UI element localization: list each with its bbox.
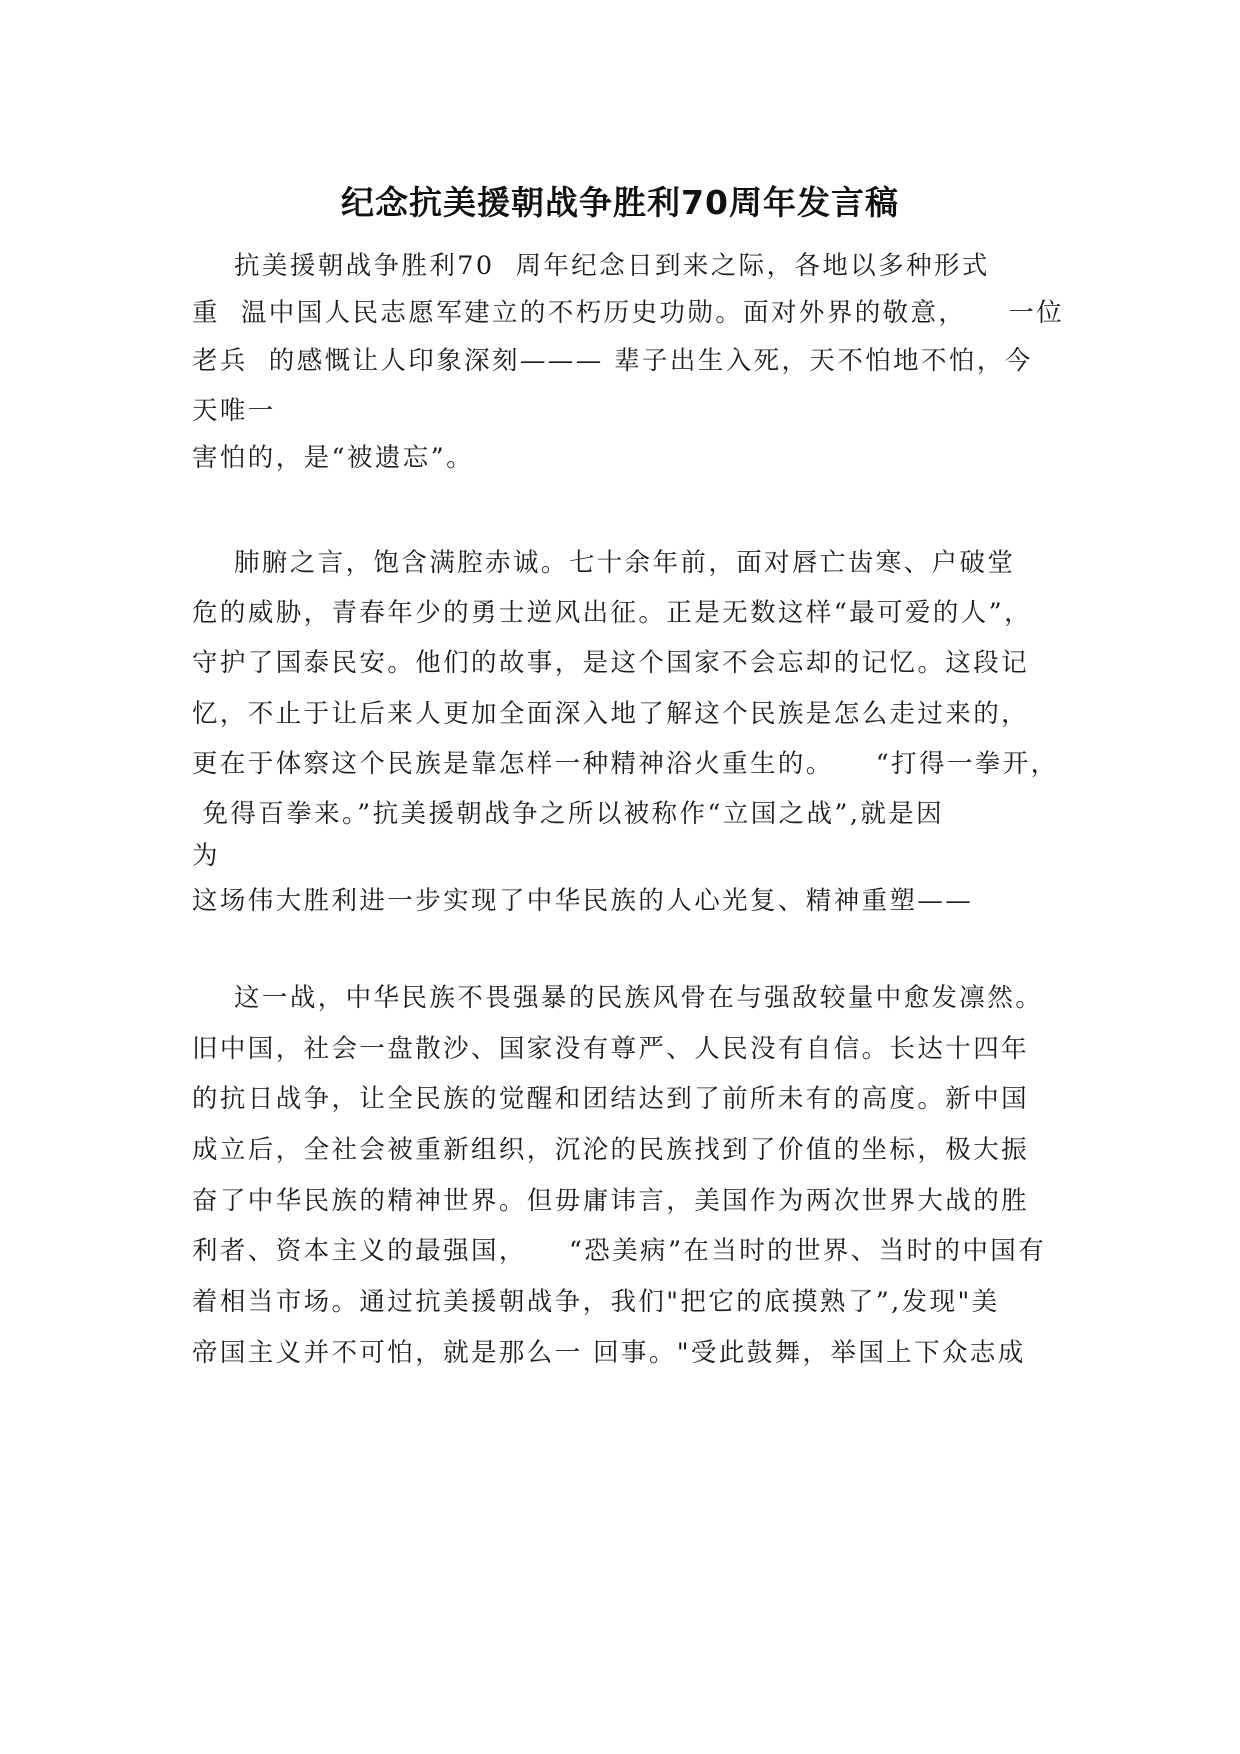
paragraph-2-line-6: 免得百拳来。”抗美援朝战争之所以被称作“立国之战”,就是因 bbox=[192, 799, 945, 829]
paragraph-3-line-6: 利者、资本主义的最强国， “恐美病”在当时的世界、当时的中国有 bbox=[192, 1236, 1047, 1266]
paragraph-2-line-3: 守护了国泰民安。他们的故事，是这个国家不会忘却的记忆。这段记 bbox=[192, 648, 1030, 678]
paragraph-2-line-1: 肺腑之言，饱含满腔赤诚。七十余年前，面对唇亡齿寒、户破堂 bbox=[192, 548, 1016, 578]
paragraph-3-line-8: 帝国主义并不可怕，就是那么一 回事。"受此鼓舞，举国上下众志成 bbox=[192, 1338, 1026, 1368]
paragraph-3-line-5: 奋了中华民族的精神世界。但毋庸讳言，美国作为两次世界大战的胜 bbox=[192, 1186, 1030, 1216]
paragraph-2-line-5: 更在于体察这个民族是靠怎样一种精神浴火重生的。 “打得一拳开， bbox=[192, 749, 1059, 779]
paragraph-1-line-1: 抗美援朝战争胜利70 周年纪念日到来之际，各地以多种形式 bbox=[192, 251, 990, 281]
paragraph-3-line-4: 成立后，全社会被重新组织，沉沦的民族找到了价值的坐标，极大振 bbox=[192, 1135, 1030, 1165]
paragraph-2-line-7: 为 bbox=[192, 841, 220, 871]
paragraph-2-line-4: 忆，不止于让后来人更加全面深入地了解这个民族是怎么走过来的， bbox=[192, 699, 1030, 729]
paragraph-1-line-3: 老兵 的感慨让人印象深刻——— 辈子出生入死，天不怕地不怕，今 bbox=[192, 346, 1033, 376]
paragraph-2-line-8: 这场伟大胜利进一步实现了中华民族的人心光复、精神重塑—— bbox=[192, 886, 974, 916]
paragraph-1-line-5: 害怕的，是“被遗忘”。 bbox=[192, 443, 474, 473]
paragraph-3-line-7: 着相当市场。通过抗美援朝战争，我们"把它的底摸熟了”,发现"美 bbox=[192, 1287, 1000, 1317]
paragraph-2-line-2: 危的威胁，青春年少的勇士逆风出征。正是无数这样“最可爱的人”， bbox=[192, 598, 1032, 628]
paragraph-1-line-4: 天唯一 bbox=[192, 396, 276, 426]
document-title: 纪念抗美援朝战争胜利70周年发言稿 bbox=[341, 183, 899, 222]
paragraph-3-line-2: 旧中国，社会一盘散沙、国家没有尊严、人民没有自信。长达十四年 bbox=[192, 1034, 1030, 1064]
paragraph-3-line-1: 这一战，中华民族不畏强暴的民族风骨在与强敌较量中愈发凛然。 bbox=[192, 983, 1044, 1013]
paragraph-3-line-3: 的抗日战争，让全民族的觉醒和团结达到了前所未有的高度。新中国 bbox=[192, 1084, 1030, 1114]
paragraph-1-line-2: 重 温中国人民志愿军建立的不朽历史功勋。面对外界的敬意， 一位 bbox=[192, 298, 1065, 328]
